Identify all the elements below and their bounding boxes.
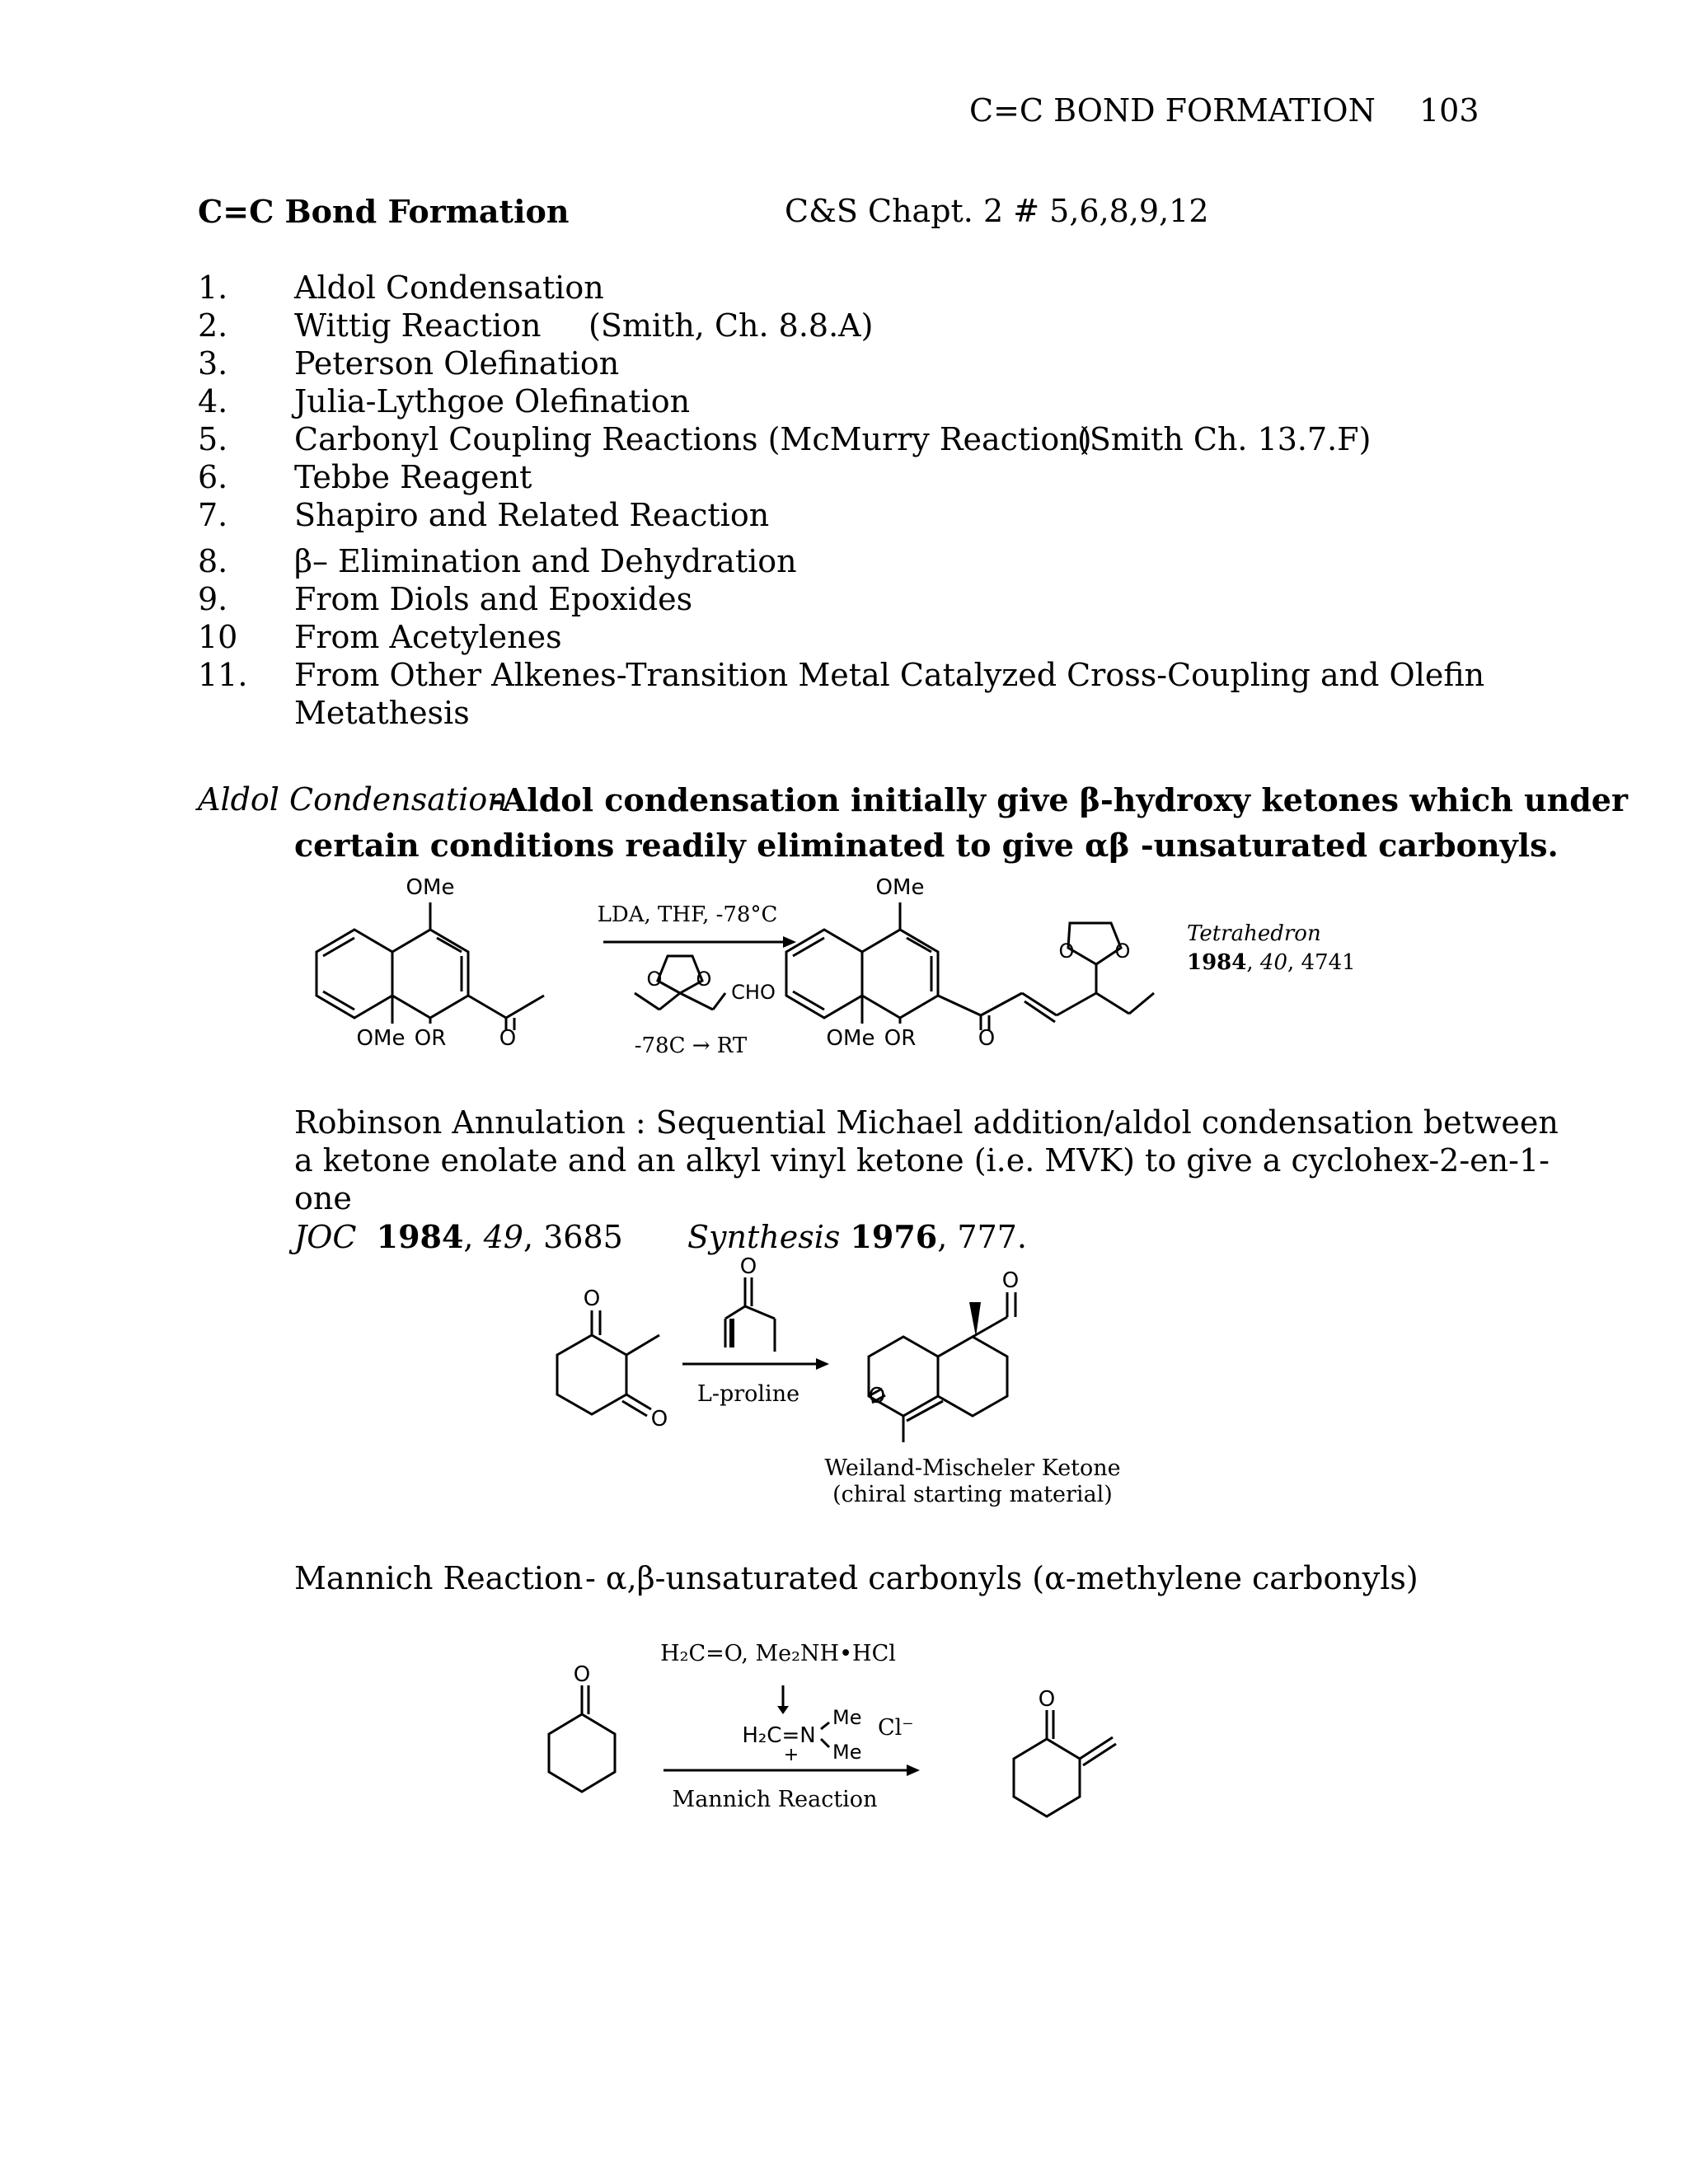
- aldol-description-line1: -Aldol condensation initially give β-hydroxy ketones which under: [490, 781, 1628, 818]
- toc-num: 9.: [198, 581, 228, 617]
- arrow-label: Mannich Reaction: [672, 1787, 878, 1812]
- mannich-label: Mannich Reaction: [294, 1560, 584, 1596]
- section-title: C=C Bond Formation: [198, 193, 570, 230]
- reagent-label: LDA, THF, -78°C: [597, 902, 778, 927]
- toc-item: Julia-Lythgoe Olefination: [294, 383, 691, 419]
- toc-item: Shapiro and Related Reaction: [294, 497, 770, 533]
- ome-label: OMe: [826, 1026, 875, 1051]
- reference-journal: Tetrahedron: [1187, 921, 1321, 946]
- oxygen-label: O: [868, 1384, 886, 1408]
- product-caption: Weiland-Mischeler Ketone: [824, 1455, 1121, 1481]
- toc-num: 6.: [198, 459, 228, 495]
- running-header-title: C=C BOND FORMATION: [969, 92, 1376, 129]
- toc-item: From Acetylenes: [294, 619, 562, 655]
- toc-item: Metathesis: [294, 695, 470, 731]
- toc-num: 2.: [198, 307, 228, 344]
- aldol-description-line2: certain conditions readily eliminated to give αβ -unsaturated carbonyls.: [294, 827, 1559, 864]
- toc-num: 8.: [198, 543, 228, 579]
- mannich-description: - α,β-unsaturated carbonyls (α-methylene carbonyls): [585, 1560, 1418, 1596]
- ome-label: OMe: [356, 1026, 406, 1051]
- toc-item: Tebbe Reagent: [294, 459, 532, 495]
- catalyst-label: L-proline: [696, 1381, 800, 1407]
- toc-num: 11.: [198, 657, 248, 693]
- methyl-label: Me: [832, 1741, 862, 1764]
- toc-item: Peterson Olefination: [294, 345, 620, 382]
- aldol-label: Aldol Condensation: [198, 781, 508, 818]
- oxygen-label: O: [1058, 940, 1075, 963]
- page-number: 103: [1419, 92, 1479, 129]
- oxygen-label: O: [1114, 940, 1131, 963]
- oxygen-label: O: [1038, 1687, 1056, 1712]
- toc-item-note: (Smith Ch. 13.7.F): [1077, 421, 1372, 457]
- toc-num: 4.: [198, 383, 228, 419]
- robinson-reference-synthesis: Synthesis 1976, 777.: [687, 1218, 1028, 1255]
- oxygen-label: O: [739, 1254, 757, 1279]
- or-label: OR: [884, 1026, 917, 1051]
- mannich-reaction-scheme: [0, 1624, 1688, 1838]
- oxygen-label: O: [650, 1407, 668, 1432]
- iminium-label: H₂C=N: [742, 1723, 816, 1748]
- conditions-label: -78C → RT: [634, 1033, 748, 1058]
- product-caption-note: (chiral starting material): [832, 1482, 1113, 1507]
- toc-item: Carbonyl Coupling Reactions (McMurry Reaction): [294, 421, 1092, 457]
- toc-item: Wittig Reaction: [294, 307, 542, 344]
- section-reference: C&S Chapt. 2 # 5,6,8,9,12: [785, 193, 1209, 229]
- naphthalene-ring: [316, 930, 392, 1018]
- toc-item-note: (Smith, Ch. 8.8.A): [588, 307, 874, 344]
- ome-label: OMe: [875, 875, 925, 900]
- toc-item: Aldol Condensation: [294, 269, 604, 306]
- ome-label: OMe: [406, 875, 455, 900]
- robinson-reaction-scheme: [0, 1254, 1688, 1508]
- toc-item: β– Elimination and Dehydration: [294, 543, 797, 579]
- oxygen-label: O: [499, 1026, 517, 1051]
- toc-item: From Diols and Epoxides: [294, 581, 693, 617]
- oxygen-label: O: [978, 1026, 996, 1051]
- toc-num: 1.: [198, 269, 228, 306]
- naphthalene-ring: [392, 930, 468, 1018]
- cho-label: CHO: [731, 981, 776, 1004]
- oxygen-label: O: [573, 1662, 591, 1687]
- counterion-label: Cl⁻: [878, 1715, 914, 1741]
- aldol-reaction-scheme: [0, 874, 1688, 1088]
- charge-label: +: [783, 1745, 799, 1765]
- robinson-line3: one: [294, 1180, 352, 1216]
- robinson-reference-joc: JOC 1984, 49, 3685: [294, 1218, 623, 1255]
- oxygen-label: O: [583, 1286, 601, 1311]
- toc-num: 10: [198, 619, 238, 655]
- toc-num: 3.: [198, 345, 228, 382]
- methyl-label: Me: [832, 1706, 862, 1729]
- toc-num: 7.: [198, 497, 228, 533]
- toc-num: 5.: [198, 421, 228, 457]
- robinson-line1: Robinson Annulation : Sequential Michael addition/aldol condensation between: [294, 1104, 1559, 1141]
- oxygen-label: O: [1001, 1268, 1020, 1293]
- robinson-line2: a ketone enolate and an alkyl vinyl ketone (i.e. MVK) to give a cyclohex-2-en-1-: [294, 1142, 1550, 1179]
- oxygen-label: O: [646, 968, 663, 991]
- reagent-label: H₂C=O, Me₂NH•HCl: [660, 1641, 896, 1666]
- reference-citation: 1984, 40, 4741: [1187, 950, 1356, 975]
- toc-item: From Other Alkenes-Transition Metal Catalyzed Cross-Coupling and Olefin: [294, 657, 1485, 693]
- oxygen-label: O: [696, 968, 712, 991]
- or-label: OR: [414, 1026, 447, 1051]
